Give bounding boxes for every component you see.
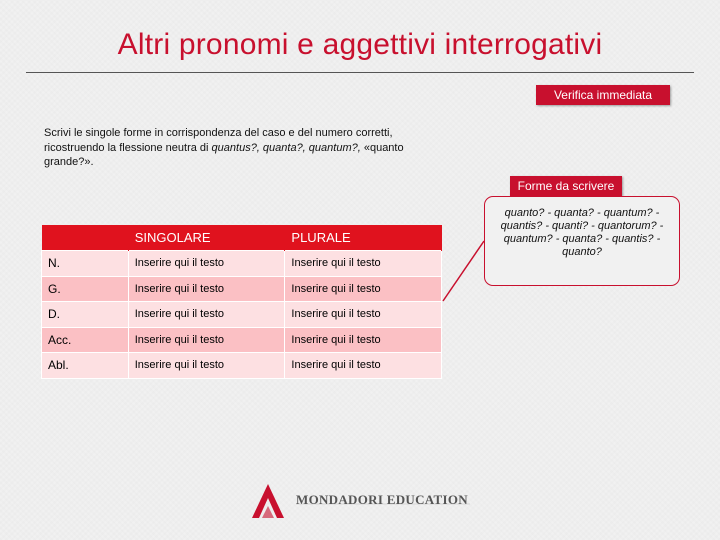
singolare-cell[interactable]: Inserire qui il testo [128, 276, 285, 302]
plurale-cell[interactable]: Inserire qui il testo [285, 327, 442, 353]
title-divider [26, 72, 694, 73]
header-singolare: SINGOLARE [128, 225, 285, 251]
instructions-text [44, 126, 454, 170]
header-case [42, 225, 129, 251]
instructions-part1: Scrivi le singole forme in corrispondenza del caso e del numero corretti, ricostruendo la flessione neutra di [44, 127, 393, 154]
plurale-cell[interactable]: Inserire qui il testo [285, 353, 442, 379]
case-label: G. [42, 276, 129, 302]
table-row [42, 302, 442, 328]
instructions-italic: quantus?, quanta?, quantum?, [211, 141, 361, 154]
plurale-cell[interactable]: Inserire qui il testo [285, 276, 442, 302]
plurale-cell[interactable]: Inserire qui il testo [285, 302, 442, 328]
singolare-cell[interactable]: Inserire qui il testo [128, 302, 285, 328]
header-plurale: PLURALE [285, 225, 442, 251]
singolare-cell[interactable]: Inserire qui il testo [128, 353, 285, 379]
plurale-cell[interactable]: Inserire qui il testo [285, 251, 442, 277]
verifica-immediata-badge[interactable]: Verifica immediata [536, 85, 670, 105]
case-label: Acc. [42, 327, 129, 353]
case-label: N. [42, 251, 129, 277]
case-label: D. [42, 302, 129, 328]
table-row [42, 276, 442, 302]
logo-wordmark: MONDADORI EDUCATION [296, 492, 468, 507]
singolare-cell[interactable]: Inserire qui il testo [128, 327, 285, 353]
table-row [42, 251, 442, 277]
page-title: Altri pronomi e aggettivi interrogativi [117, 28, 603, 61]
table-row [42, 353, 442, 379]
case-label: Abl. [42, 353, 129, 379]
table-row [42, 327, 442, 353]
forme-da-scrivere-badge[interactable]: Forme da scrivere [510, 176, 622, 196]
instructions-part2: «quanto grande?». [44, 141, 404, 168]
declension-table [41, 225, 442, 379]
answer-callout-text: quanto? - quanta? - quantum? - quantis? - quanti? - quantorum? - quantum? - quanta? - quantis? - quanto? [500, 207, 664, 258]
singolare-cell[interactable]: Inserire qui il testo [128, 251, 285, 277]
table-header-row [42, 225, 442, 251]
